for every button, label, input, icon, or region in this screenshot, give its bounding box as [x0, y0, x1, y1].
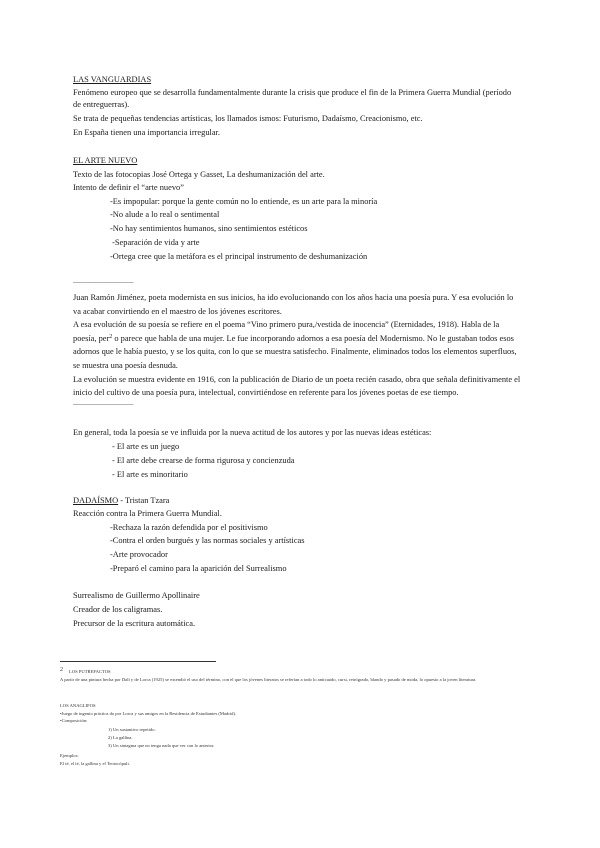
paragraph-line: Texto de las fotocopias José Ortega y Gasset, La deshumanización del arte. — [73, 170, 325, 179]
list-item: -Separación de vida y arte — [110, 238, 200, 247]
footnote-list-item: 3) Un sintagma que no tenga nada que ver con lo anterior. — [108, 743, 215, 748]
paragraph-line: se muestra una poesía desnuda. — [73, 361, 178, 370]
section-title-author: - Tristan Tzara — [118, 496, 170, 505]
paragraph-line: Precursor de la escritura automática. — [73, 619, 196, 628]
footnote-heading — [60, 668, 111, 676]
footnote-subtitle: LOS ANAGLIFOS — [60, 703, 96, 708]
paragraph-line: va acabar convirtiendo en el maestro de los jóvenes escritores. — [73, 307, 282, 316]
paragraph-fragment: poesía, per — [73, 334, 110, 343]
list-item: - El arte es minoritario — [112, 470, 188, 479]
section-title-vanguardias: LAS VANGUARDIAS — [73, 75, 152, 84]
paragraph-line: Intento de definir el “arte nuevo” — [73, 183, 184, 192]
list-item: - El arte debe crearse de forma rigurosa y concienzuda — [112, 456, 295, 465]
footnote-line: El té, el té, la gallina y el Teotocópuli. — [60, 761, 130, 766]
list-item: -No hay sentimientos humanos, sino sentimientos estéticos — [110, 224, 308, 233]
paragraph-line: Juan Ramón Jiménez, poeta modernista en sus inicios, ha ido evolucionando con los años hacia una poesía pura. Y esa evolución lo — [73, 293, 514, 302]
footnote-subtitle: Ejemplos: — [60, 753, 79, 758]
paragraph-line: Creador de los caligramas. — [73, 605, 163, 614]
list-item: -Preparó el camino para la aparición del Surrealismo — [110, 564, 287, 573]
footnote-line: •Juego de ingenio práctica do por Lorca y sus amigos en la Residencia de Estudiantes (Madrid). — [60, 711, 237, 716]
section-title-arte-nuevo: EL ARTE NUEVO — [73, 156, 138, 165]
section-title-dadaismo: DADAÍSMO — [73, 496, 119, 505]
paragraph-line: Reacción contra la Primera Guerra Mundial. — [73, 509, 222, 518]
list-item: -Rechaza la razón defendida por el positivismo — [110, 523, 268, 532]
footnote-separator — [60, 661, 216, 662]
separator-line: ———————— — [73, 277, 133, 286]
footnote-title: LOS PUTREFACTOS — [69, 669, 111, 674]
footnote-number: 2 — [60, 667, 63, 673]
footnote-line: •Composición: — [60, 718, 88, 723]
list-item: -Ortega cree que la metáfora es el principal instrumento de deshumanización — [110, 252, 368, 261]
footnote-list-item: 1) Un sustantivo repetido. — [108, 727, 156, 732]
paragraph-line: Surrealismo de Guillermo Apollinaire — [73, 591, 200, 600]
paragraph-line: En general, toda la poesía se ve influida por la nueva actitud de los autores y por las nuevas ideas estéticas: — [73, 428, 432, 437]
separator-line: ———————— — [73, 399, 133, 408]
paragraph-line — [73, 333, 514, 346]
list-item: -No alude a lo real o sentimental — [110, 210, 220, 219]
paragraph-line: La evolución se muestra evidente en 1916, con la publicación de Diario de un poeta recién casado, obra que señala definitivamente el — [73, 375, 521, 384]
list-item: - El arte es un juego — [112, 442, 180, 451]
paragraph-fragment: o parece que habla de una mujer. Le fue incorporando adornos a esa poesía del Modernismo. No le gustaban todos esos — [112, 334, 514, 343]
list-item: -Contra el orden burgués y las normas sociales y artísticas — [110, 536, 305, 545]
paragraph-line: de entreguerras). — [73, 100, 130, 109]
paragraph-line: A esa evolución de su poesía se refiere en el poema “Vino primero pura,/vestida de inocencia” (Eternidades, 1918). Habla de la — [73, 320, 500, 329]
footnote-text: A partir de una pintura hecha por Dalí y de Lorca (1925) se extendió el uso del término, con el que los jóvenes literatos se referían a todo lo anticuado, cursi, retrógrado, blando y pasado de moda, lo opuesto a la joven literatura. — [60, 677, 477, 682]
section-heading-dadaismo — [73, 495, 169, 507]
paragraph-line: adornos que le había puesto, y se los quita, con lo que se muestra satisfecho. Finalmente, eliminados todos los elementos superfluos, — [73, 347, 517, 356]
paragraph-line: inicio del cultivo de una poesía pura, intelectual, convirtiéndose en referente para los jóvenes poetas de ese tiempo. — [73, 388, 459, 397]
paragraph-line: Se trata de pequeñas tendencias artísticas, los llamados ismos: Futurismo, Dadaísmo, Creacionismo, etc. — [73, 114, 423, 123]
footnote-reference[interactable]: 2 — [109, 334, 113, 340]
list-item: -Es impopular: porque la gente común no lo entiende, es un arte para la minoría — [110, 197, 378, 206]
footnote-list-item: 2) La gallina. — [108, 735, 133, 740]
list-item: -Arte provocador — [110, 550, 168, 559]
paragraph-line: Fenómeno europeo que se desarrolla fundamentalmente durante la crisis que produce el fin de la Primera Guerra Mundial (período — [73, 88, 512, 97]
paragraph-line: En España tienen una importancia irregular. — [73, 128, 220, 137]
